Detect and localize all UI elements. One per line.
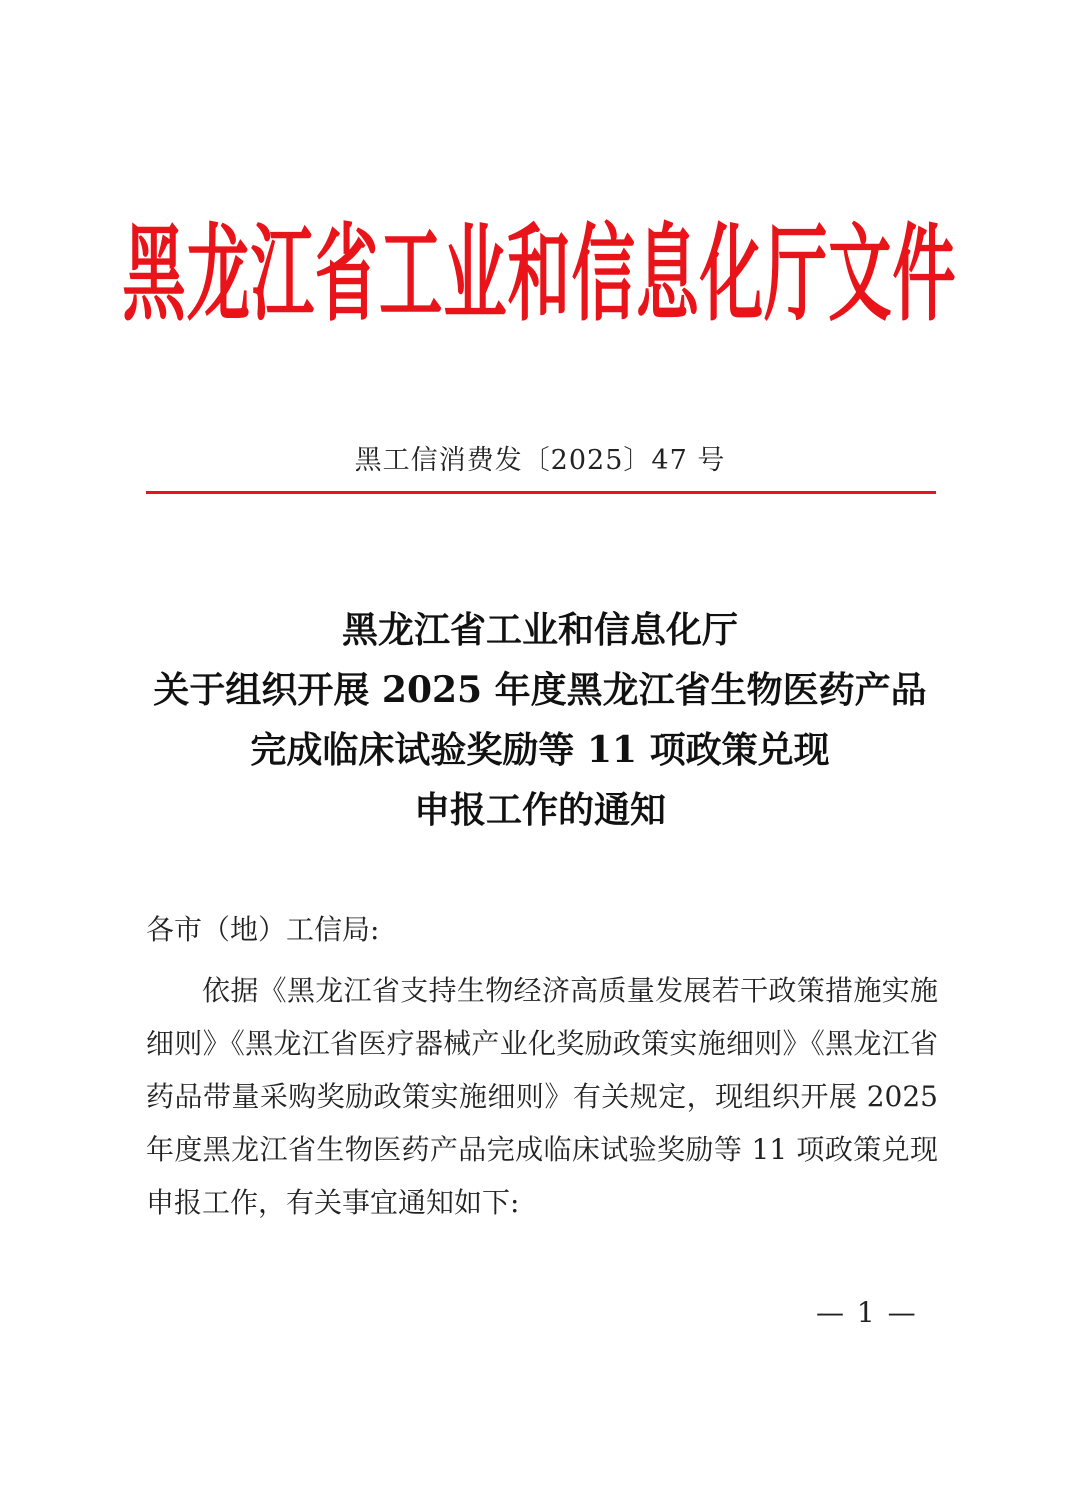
- body-line: 细则》《黑龙江省医疗器械产业化奖励政策实施细则》《黑龙江省: [146, 1027, 938, 1060]
- body-line: 申报工作，有关事宜通知如下:: [146, 1186, 520, 1219]
- body-line: 依据《黑龙江省支持生物经济高质量发展若干政策措施实施: [202, 974, 938, 1007]
- red-header-masthead: [0, 168, 1080, 337]
- document-title: [0, 600, 1080, 840]
- title-line: 黑龙江省工业和信息化厅: [341, 609, 738, 651]
- body-line: 药品带量采购奖励政策实施细则》有关规定，现组织开展 2025: [146, 1080, 938, 1113]
- red-separator-line: [146, 491, 936, 494]
- document-number: 黑工信消费发〔2025〕47 号: [354, 445, 726, 476]
- body-paragraph: [146, 964, 938, 1229]
- salutation: 各市（地）工信局:: [146, 913, 380, 946]
- page-number: — 1 —: [816, 1296, 918, 1329]
- title-line: 完成临床试验奖励等 11 项政策兑现: [250, 729, 830, 771]
- title-line: 申报工作的通知: [413, 789, 666, 831]
- title-line: 关于组织开展 2025 年度黑龙江省生物医药产品: [153, 669, 927, 711]
- body-line: 年度黑龙江省生物医药产品完成临床试验奖励等 11 项政策兑现: [146, 1133, 938, 1166]
- masthead-text: 黑龙江省工业和信息化厅文件: [122, 214, 958, 337]
